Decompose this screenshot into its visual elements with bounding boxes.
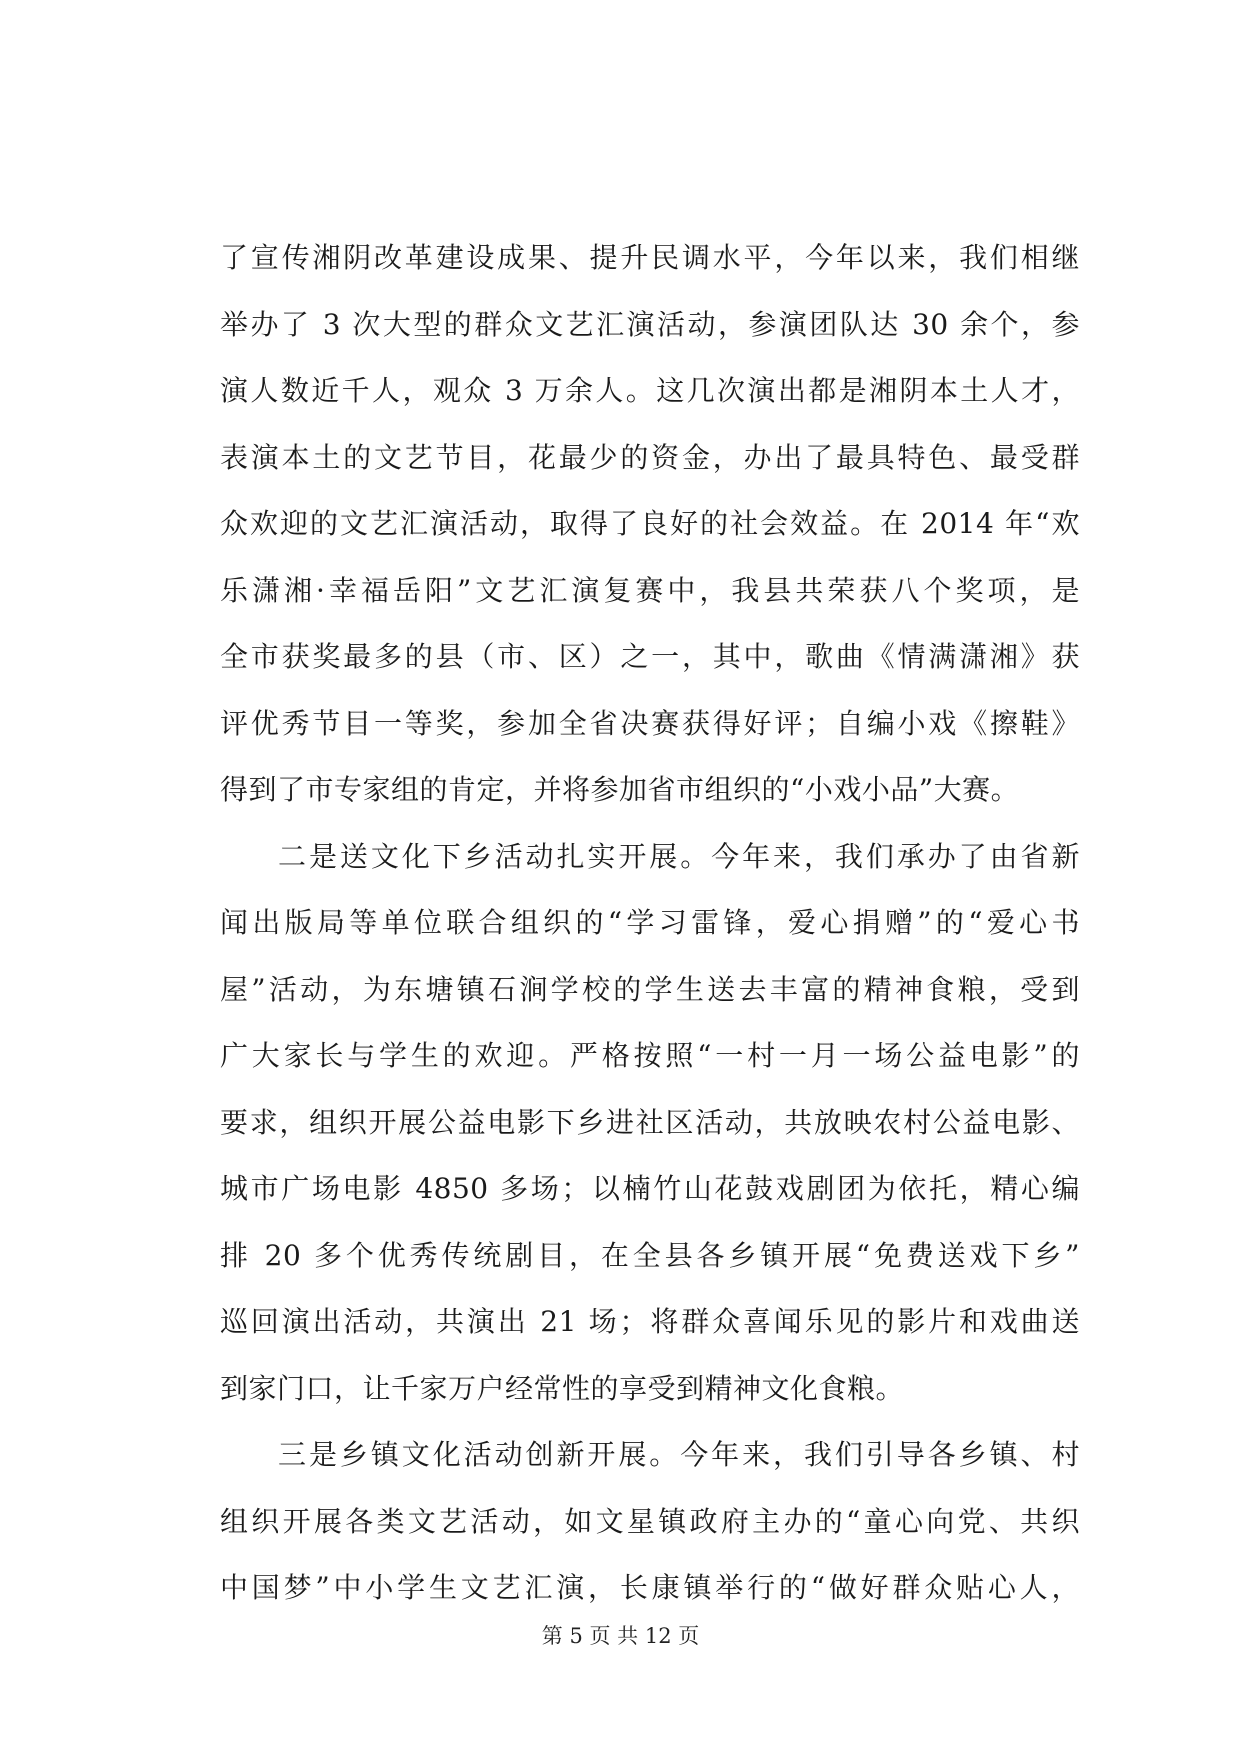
- paragraph-3-line-3: 中国梦”中小学生文艺汇演，长康镇举行的“做好群众贴心人，: [220, 1571, 1080, 1604]
- page-footer: [0, 1620, 1241, 1650]
- paragraph-3-line-2: 组织开展各类文艺活动，如文星镇政府主办的“童心向党、共织: [220, 1504, 1080, 1538]
- document-body: [220, 225, 1080, 1622]
- paragraph-2-line-4: 广大家长与学生的欢迎。严格按照“一村一月一场公益电影”的: [220, 1039, 1080, 1072]
- page-number-label: 第 5 页 共 12 页: [541, 1624, 700, 1648]
- paragraph-1-line-5: 众欢迎的文艺汇演活动，取得了良好的社会效益。在 2014 年“欢: [220, 507, 1080, 540]
- paragraph-1-line-1: 了宣传湘阴改革建设成果、提升民调水平，今年以来，我们相继: [220, 241, 1080, 274]
- paragraph-2-line-5: 要求，组织开展公益电影下乡进社区活动，共放映农村公益电影、: [220, 1105, 1080, 1139]
- paragraph-2-line-6: 城市广场电影 4850 多场；以楠竹山花鼓戏剧团为依托，精心编: [220, 1172, 1080, 1205]
- paragraph-1-line-8: 评优秀节目一等奖，参加全省决赛获得好评；自编小戏《擦鞋》: [220, 706, 1080, 740]
- paragraph-2-line-7: 排 20 多个优秀传统剧目，在全县各乡镇开展“免费送戏下乡”: [220, 1238, 1080, 1272]
- paragraph-1-line-2: 举办了 3 次大型的群众文艺汇演活动，参演团队达 30 余个，参: [220, 307, 1080, 341]
- paragraph-2-line-9: 到家门口，让千家万户经常性的享受到精神文化食粮。: [220, 1371, 905, 1405]
- paragraph-1-line-4: 表演本土的文艺节目，花最少的资金，办出了最具特色、最受群: [220, 440, 1080, 474]
- paragraph-1-line-6: 乐潇湘·幸福岳阳”文艺汇演复赛中，我县共荣获八个奖项，是: [220, 573, 1080, 607]
- paragraph-1-line-3: 演人数近千人，观众 3 万余人。这几次演出都是湘阴本土人才，: [220, 374, 1080, 407]
- paragraph-1-line-9: 得到了市专家组的肯定，并将参加省市组织的“小戏小品”大赛。: [220, 773, 1020, 806]
- paragraph-2-line-3: 屋”活动，为东塘镇石涧学校的学生送去丰富的精神食粮，受到: [220, 972, 1080, 1006]
- paragraph-2-line-2: 闻出版局等单位联合组织的“学习雷锋，爱心捐赠”的“爱心书: [220, 906, 1080, 939]
- paragraph-3-line-1: 三是乡镇文化活动创新开展。今年来，我们引导各乡镇、村: [278, 1438, 1080, 1471]
- paragraph-2-line-1: 二是送文化下乡活动扎实开展。今年来，我们承办了由省新: [278, 839, 1080, 873]
- paragraph-1-line-7: 全市获奖最多的县（市、区）之一，其中，歌曲《情满潇湘》获: [220, 640, 1080, 673]
- paragraph-2-line-8: 巡回演出活动，共演出 21 场；将群众喜闻乐见的影片和戏曲送: [220, 1305, 1080, 1338]
